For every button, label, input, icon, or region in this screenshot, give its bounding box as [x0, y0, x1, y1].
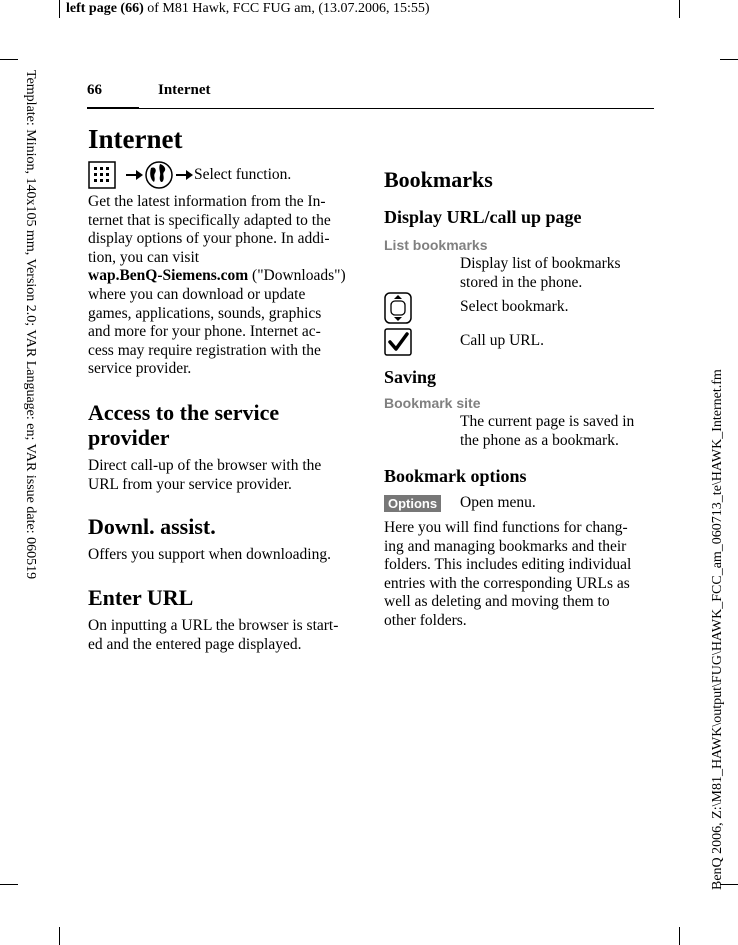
downl-text: Offers you support when downloading.	[88, 546, 331, 563]
text-line: Display list of bookmarks	[460, 255, 621, 272]
text-line: games, applications, sounds, graphics	[88, 304, 322, 322]
text-line: the phone as a bookmark.	[460, 431, 619, 449]
display-url-heading: Display URL/call up page	[384, 207, 582, 227]
text-line: On inputting a URL the browser is start-	[88, 617, 339, 634]
menu-grid-icon	[88, 161, 116, 189]
crop-mark	[0, 884, 18, 885]
access-heading	[88, 400, 279, 450]
text-line: other folders.	[384, 611, 467, 629]
arrow-right-icon	[124, 168, 144, 182]
navigation-key-icon[interactable]	[384, 292, 412, 324]
file-path-info: BenQ 2006, Z:\M81_HAWK\output\FUG\HAWK_FCC_am_060713_te\HAWK_Internet.fm	[710, 369, 725, 890]
intro-text	[88, 193, 358, 379]
text-fragment: ("Downloads")	[248, 267, 346, 285]
globe-icon	[144, 160, 174, 190]
text-line: The current page is saved in	[460, 413, 635, 430]
print-info	[66, 1, 430, 17]
text-line: and more for your phone. Internet ac-	[88, 323, 321, 341]
access-text	[88, 457, 358, 494]
crop-mark	[0, 59, 18, 60]
text-line: service provider.	[88, 360, 192, 378]
options-button[interactable]: Options	[384, 495, 441, 512]
text-line: well as deleting and moving them to	[384, 593, 610, 611]
text-line: Get the latest information from the In-	[88, 193, 326, 210]
enter-url-text	[88, 617, 358, 654]
running-header: Internet	[158, 82, 211, 98]
text-line: ed and the entered page displayed.	[88, 635, 302, 653]
crop-mark	[59, 0, 60, 18]
crop-mark	[679, 927, 680, 945]
page-title: Internet	[88, 124, 183, 154]
text-line: stored in the phone.	[460, 273, 583, 291]
text-line: URL from your service provider.	[88, 475, 292, 493]
options-text: Open menu.	[460, 494, 536, 511]
text-line: ternet that is specifically adapted to the	[88, 211, 331, 229]
text-line: cess may require registration with the	[88, 341, 321, 359]
checkmark-key-icon[interactable]	[384, 328, 412, 356]
saving-heading: Saving	[384, 367, 437, 387]
downl-heading: Downl. assist.	[88, 514, 216, 539]
template-info: Template: Minion, 140x105 mm, Version 2.0; VAR Language: en; VAR issue date: 060519	[23, 70, 38, 580]
bookmarks-heading: Bookmarks	[384, 167, 493, 192]
saving-text	[460, 413, 655, 450]
list-bookmarks-softkey[interactable]: List bookmarks	[384, 237, 488, 253]
arrow-right-icon	[174, 168, 194, 182]
text-line: ing and managing bookmarks and their	[384, 537, 627, 555]
crop-mark	[720, 59, 738, 60]
wap-url-link[interactable]: wap.BenQ-Siemens.com	[88, 267, 249, 285]
text-line: entries with the corresponding URLs as	[384, 574, 630, 592]
print-info-rest: of M81 Hawk, FCC FUG am, (13.07.2006, 15:55)	[143, 1, 430, 16]
text-line	[88, 267, 358, 286]
bookmark-site-softkey[interactable]: Bookmark site	[384, 395, 481, 411]
text-line: where you can download or update	[88, 285, 306, 303]
enter-url-heading: Enter URL	[88, 585, 194, 610]
select-bookmark-text: Select bookmark.	[460, 298, 569, 315]
nav-path	[88, 160, 291, 190]
nav-instruction: Select function.	[194, 166, 292, 183]
page-number: 66	[87, 82, 102, 98]
crop-mark	[679, 0, 680, 18]
text-line: Direct call-up of the browser with the	[88, 457, 322, 474]
heading-line: provider	[88, 425, 170, 450]
call-url-text: Call up URL.	[460, 332, 544, 349]
bookmark-options-heading: Bookmark options	[384, 466, 527, 486]
crop-mark	[59, 927, 60, 945]
page-ref: left page (66)	[66, 1, 144, 16]
text-line: Here you will find functions for chang-	[384, 519, 628, 536]
text-line: tion, you can visit	[88, 248, 200, 266]
header-rule-accent	[87, 107, 139, 109]
header-rule	[87, 108, 654, 109]
heading-line: Access to the service	[88, 400, 280, 425]
text-line: display options of your phone. In addi-	[88, 230, 330, 248]
options-description	[384, 519, 659, 631]
list-bookmarks-text	[460, 255, 655, 292]
text-line: folders. This includes editing individual	[384, 556, 632, 574]
